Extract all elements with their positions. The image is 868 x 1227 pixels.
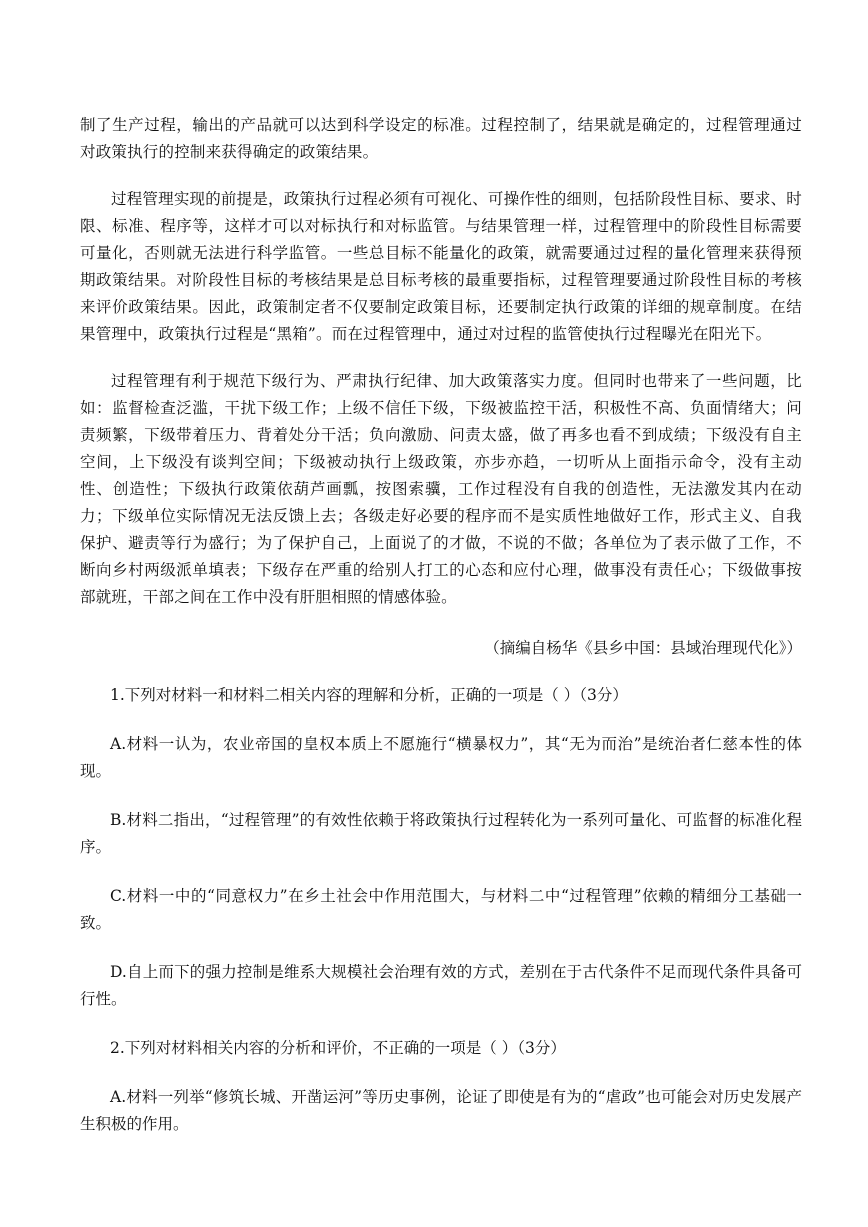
paragraph-process-management-premise: 过程管理实现的前提是，政策执行过程必须有可视化、可操作性的细则，包括阶段性目标、要求、时限、标准、程序等，这样才可以对标执行和对标监管。与结果管理一样，过程管理中的阶段性目标需要可量化，否则就无法进行科学监管。一些总目标不能量化的政策，就需要通过过程的量化管理来获得预期政策结果。对阶段性目标的考核结果是总目标考核的最重要指标，过程管理要通过阶段性目标的考核来评价政策结果。因此，政策制定者不仅要制定政策目标，还要制定执行政策的详细的规章制度。在结果管理中，政策执行过程是“黑箱”。而在过程管理中，通过对过程的监管使执行过程曝光在阳光下。 xyxy=(80,190,802,343)
paragraph-process-management-problems: 过程管理有利于规范下级行为、严肃执行纪律、加大政策落实力度。但同时也带来了一些问题，比如：监督检查泛滥，干扰下级工作；上级不信任下级，下级被监控干活，积极性不高、负面情绪大；问责频繁，下级带着压力、背着处分干活；负向激励、问责太盛，做了再多也看不到成绩；下级没有自主空间，上下级没有谈判空间；下级被动执行上级政策，亦步亦趋，一切听从上面指示命令，没有主动性、创造性；下级执行政策依葫芦画瓢，按图索骥，工作过程没有自我的创造性，无法激发其内在动力；下级单位实际情况无法反馈上去；各级走好必要的程序而不是实质性地做好工作，形式主义、自我保护、避责等行为盛行；为了保护自己，上面说了的才做，不说的不做；各单位为了表示做了工作，不断向乡村两级派单填表；下级存在严重的给别人打工的心态和应付心理，做事没有责任心；下级做事按部就班，干部之间在工作中没有肝胆相照的情感体验。 xyxy=(80,372,802,606)
question-2-stem: 2.下列对材料相关内容的分析和评价，不正确的一项是（ ）（3分） xyxy=(110,1039,566,1057)
question-1-option-c: C.材料一中的“同意权力”在乡土社会中作用范围大，与材料二中“过程管理”依赖的精细分工基础一致。 xyxy=(80,887,802,932)
question-2-option-a: A.材料一列举“修筑长城、开凿运河”等历史事例，论证了即使是有为的“虐政”也可能会对历史发展产生积极的作用。 xyxy=(80,1088,802,1133)
source-citation: （摘编自杨华《县乡中国：县域治理现代化》） xyxy=(484,639,802,657)
question-1-stem: 1.下列对材料一和材料二相关内容的理解和分析，正确的一项是（ ）（3分） xyxy=(110,686,628,704)
question-1-option-a: A.材料一认为，农业帝国的皇权本质上不愿施行“横暴权力”，其“无为而治”是统治者仁慈本性的体现。 xyxy=(80,735,802,780)
question-1-option-d: D.自上而下的强力控制是维系大规模社会治理有效的方式，差别在于古代条件不足而现代条件具备可行性。 xyxy=(80,963,802,1008)
document-page xyxy=(80,112,802,1160)
question-1-option-b: B.材料二指出，“过程管理”的有效性依赖于将政策执行过程转化为一系列可量化、可监督的标准化程序。 xyxy=(80,811,802,856)
paragraph-continued: 制了生产过程，输出的产品就可以达到科学设定的标准。过程控制了，结果就是确定的，过程管理通过对政策执行的控制来获得确定的政策结果。 xyxy=(80,116,802,161)
